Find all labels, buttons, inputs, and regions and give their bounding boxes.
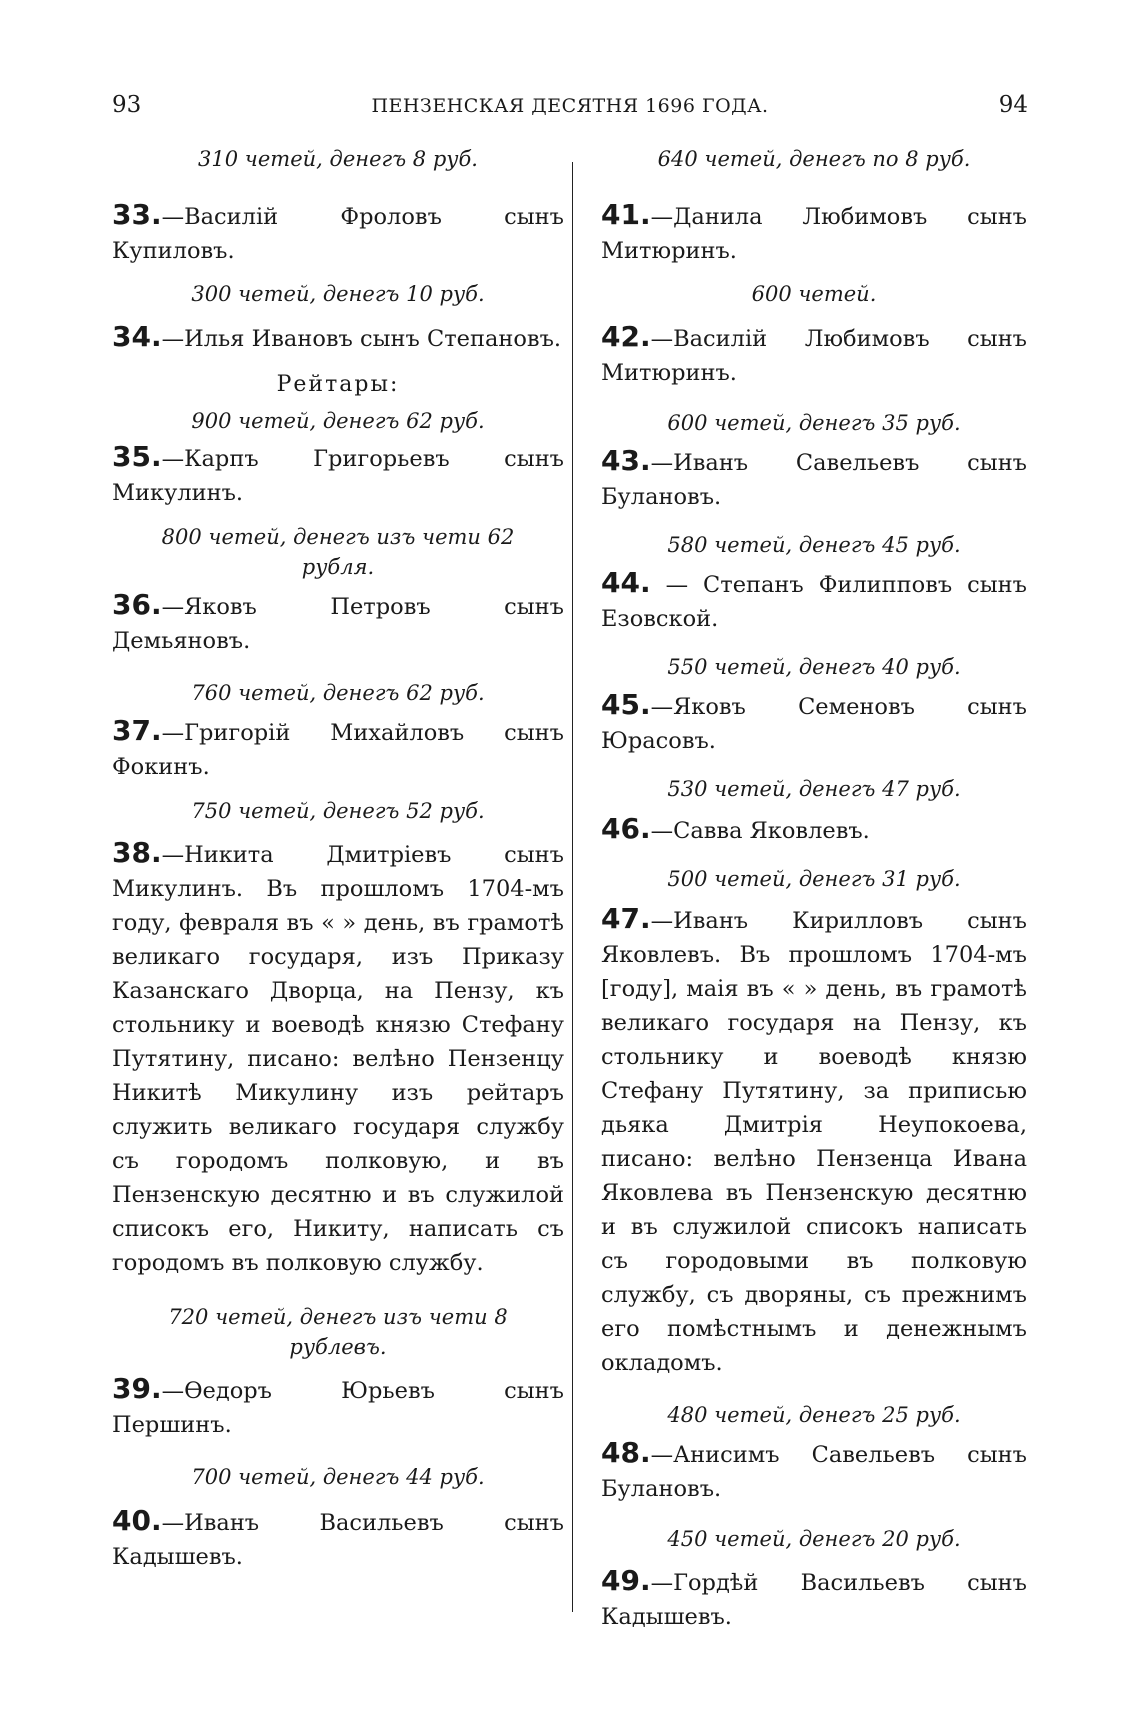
entry-text: —Өедоръ Юрьевъ сынъ Першинъ. (112, 1378, 564, 1438)
entry-number: 43. (601, 444, 651, 477)
allotment-line: 600 четей, денегъ 35 руб. (667, 411, 961, 435)
entry-number: 49. (601, 1564, 651, 1597)
entry-39 (112, 1372, 564, 1442)
entry-number: 40. (112, 1504, 162, 1537)
entry-44 (601, 566, 1027, 636)
entry-text: —Иванъ Кирилловъ сынъ Яковлевъ. Въ прошломъ 1704-мъ [году], маія въ « » день, въ грамотѣ великаго государя на Пензу, къ стольнику и воеводѣ князю Стефану Путятину, за приписью дьяка Дмитрія Неупокоева, писано: велѣно Пензенца Ивана Яковлева въ Пензенскую десятню и въ служилой списокъ написать съ городовыми въ полковую службу, съ дворяны, съ прежнимъ его помѣстнымъ и денежнымъ окладомъ. (601, 908, 1027, 1376)
allotment-line: 600 четей. (751, 282, 877, 306)
entry-number: 44. (601, 566, 651, 599)
entry-48 (601, 1436, 1027, 1506)
allotment-line: 580 четей, денегъ 45 руб. (667, 533, 961, 557)
entry-text: —Василій Фроловъ сынъ Купиловъ. (112, 204, 564, 264)
allotment-line: 640 четей, денегъ по 8 руб. (657, 147, 971, 171)
entry-number: 45. (601, 688, 651, 721)
entry-text: —Иванъ Васильевъ сынъ Кадышевъ. (112, 1510, 564, 1570)
entry-41 (601, 198, 1027, 268)
entry-number: 37. (112, 714, 162, 747)
entry-number: 47. (601, 902, 651, 935)
allotment-line: 760 четей, денегъ 62 руб. (191, 681, 485, 705)
allotment-line: 310 четей, денегъ 8 руб. (198, 147, 478, 171)
entry-number: 41. (601, 198, 651, 231)
entry-number: 48. (601, 1436, 651, 1469)
entry-text: —Карпъ Григорьевъ сынъ Микулинъ. (112, 446, 564, 506)
entry-text: —Анисимъ Савельевъ сынъ Булановъ. (601, 1442, 1027, 1502)
entry-text: — Степанъ Филипповъ сынъ Езовской. (601, 572, 1027, 632)
entry-text: —Данила Любимовъ сынъ Митюринъ. (601, 204, 1027, 264)
allotment-line: 550 четей, денегъ 40 руб. (667, 655, 961, 679)
allotment-line: 530 четей, денегъ 47 руб. (667, 777, 961, 801)
entry-36 (112, 588, 564, 658)
entry-text: —Яковъ Петровъ сынъ Демьяновъ. (112, 594, 564, 654)
column-divider (572, 162, 573, 1612)
allotment-line: 800 четей, денегъ изъ чети 62 рубля. (161, 525, 515, 579)
entry-46 (601, 812, 1027, 848)
entry-49 (601, 1564, 1027, 1634)
entry-number: 33. (112, 198, 162, 231)
entry-number: 34. (112, 320, 162, 353)
allotment-line: 300 четей, денегъ 10 руб. (191, 282, 485, 306)
allotment-line: 500 четей, денегъ 31 руб. (667, 867, 961, 891)
entry-text: —Гордѣй Васильевъ сынъ Кадышевъ. (601, 1570, 1027, 1630)
entry-text: —Яковъ Семеновъ сынъ Юрасовъ. (601, 694, 1027, 754)
entry-number: 35. (112, 440, 162, 473)
page-number-left: 93 (112, 92, 142, 118)
entry-number: 42. (601, 320, 651, 353)
entry-33 (112, 198, 564, 268)
page-number-right: 94 (998, 92, 1028, 118)
allotment-line: 900 четей, денегъ 62 руб. (191, 409, 485, 433)
entry-45 (601, 688, 1027, 758)
entry-text: —Никита Дмитріевъ сынъ Микулинъ. Въ прошломъ 1704-мъ году, февраля въ « » день, въ грамотѣ великаго государя, изъ Приказу Казанскаго Дворца, на Пензу, къ стольнику и воеводѣ князю Стефану Путятину, писано: велѣно Пензенцу Никитѣ Микулину изъ рейтаръ служить великаго государя службу съ городомъ полковую, и въ Пензенскую десятню и въ служилой списокъ его, Никиту, написать съ городомъ въ полковую службу. (112, 842, 564, 1276)
allotment-line: 480 четей, денегъ 25 руб. (667, 1403, 961, 1427)
entry-35 (112, 440, 564, 510)
section-heading: Рейтары: (276, 372, 400, 397)
entry-43 (601, 444, 1027, 514)
right-column (601, 147, 1027, 1634)
entry-34 (112, 320, 564, 356)
entry-42 (601, 320, 1027, 390)
entry-text: —Иванъ Савельевъ сынъ Булановъ. (601, 450, 1027, 510)
entry-47 (601, 902, 1027, 1380)
allotment-line: 720 четей, денегъ изъ чети 8 рублевъ. (168, 1305, 508, 1359)
entry-number: 39. (112, 1372, 162, 1405)
entry-text: —Илья Ивановъ сынъ Степановъ. (161, 326, 562, 352)
entry-40 (112, 1504, 564, 1574)
allotment-line: 450 четей, денегъ 20 руб. (667, 1527, 961, 1551)
allotment-line: 700 четей, денегъ 44 руб. (191, 1465, 485, 1489)
entry-text: —Савва Яковлевъ. (650, 818, 870, 844)
entry-number: 38. (112, 836, 162, 869)
running-title: ПЕНЗЕНСКАЯ ДЕСЯТНЯ 1696 ГОДА. (371, 95, 769, 117)
allotment-line: 750 четей, денегъ 52 руб. (191, 799, 485, 823)
entry-text: —Василій Любимовъ сынъ Митюринъ. (601, 326, 1027, 386)
entry-37 (112, 714, 564, 784)
entry-38 (112, 836, 564, 1280)
entry-number: 46. (601, 812, 651, 845)
entry-number: 36. (112, 588, 162, 621)
left-column (112, 147, 564, 1574)
entry-text: —Григорій Михайловъ сынъ Фокинъ. (112, 720, 564, 780)
running-header (112, 92, 1028, 122)
